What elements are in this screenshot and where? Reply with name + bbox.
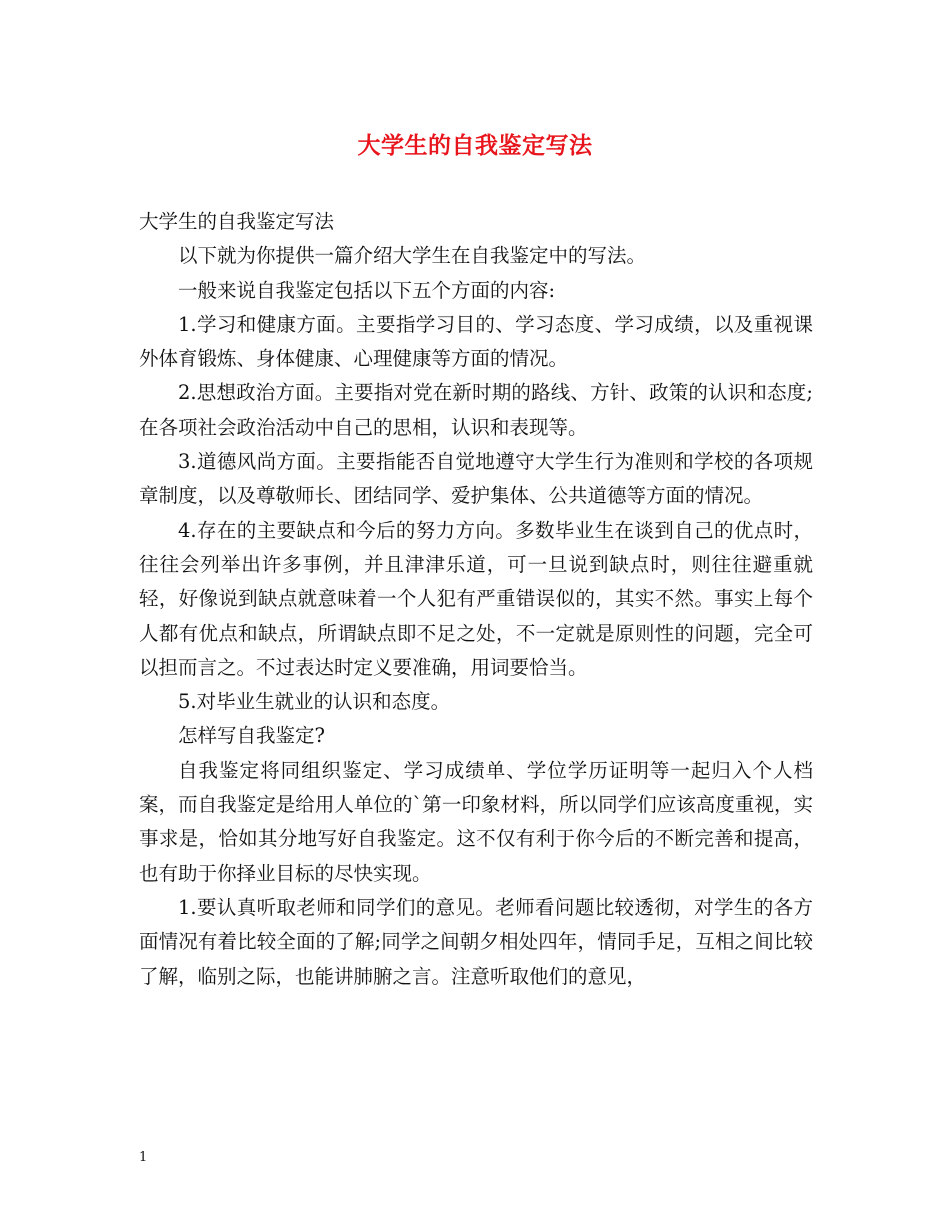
page-number: 1 — [139, 1150, 148, 1165]
paragraph-how-to-intro: 自我鉴定将同组织鉴定、学习成绩单、学位学历证明等一起归入个人档案，而自我鉴定是给用人单位的`第一印象材料，所以同学们应该高度重视，实事求是，恰如其分地写好自我鉴定。这不仅有利于你今后的不断完善和提高，也有助于你择业目标的尽快实现。 — [139, 758, 813, 885]
paragraph-subtitle: 大学生的自我鉴定写法 — [139, 210, 335, 233]
paragraph-item-politics: 2.思想政治方面。主要指对党在新时期的路线、方针、政策的认识和态度;在各项社会政治活动中自己的思相，认识和表现等。 — [139, 381, 813, 439]
paragraph-item-employment: 5.对毕业生就业的认识和态度。 — [178, 690, 451, 714]
document-body — [139, 205, 813, 994]
document-title: 大学生的自我鉴定写法 — [357, 132, 593, 159]
paragraph-item-shortcomings: 4.存在的主要缺点和今后的努力方向。多数毕业生在谈到自己的优点时，往往会列举出许多事例，并且津津乐道，可一旦说到缺点时，则往往避重就轻，好像说到缺点就意味着一个人犯有严重错误似的，其实不然。事实上每个人都有优点和缺点，所谓缺点即不足之处，不一定就是原则性的问题，完全可以担而言之。不过表达时定义要准确，用词要恰当。 — [139, 518, 813, 679]
paragraph-item-study-health: 1.学习和健康方面。主要指学习目的、学习态度、学习成绩，以及重视课外体育锻炼、身体健康、心理健康等方面的情况。 — [139, 312, 813, 371]
paragraph-how-to-step-1: 1.要认真听取老师和同学们的意见。老师看问题比较透彻，对学生的各方面情况有着比较全面的了解;同学之间朝夕相处四年，情同手足，互相之间比较了解，临别之际，也能讲肺腑之言。注意听取他们的意见， — [139, 895, 813, 988]
paragraph-how-to-heading: 怎样写自我鉴定? — [178, 724, 325, 748]
paragraph-overview: 一般来说自我鉴定包括以下五个方面的内容: — [178, 278, 556, 302]
paragraph-item-morality: 3.道德风尚方面。主要指能否自觉地遵守大学生行为准则和学校的各项规章制度，以及尊敬师长、团结同学、爱护集体、公共道德等方面的情况。 — [139, 450, 813, 508]
paragraph-intro: 以下就为你提供一篇介绍大学生在自我鉴定中的写法。 — [178, 244, 647, 268]
